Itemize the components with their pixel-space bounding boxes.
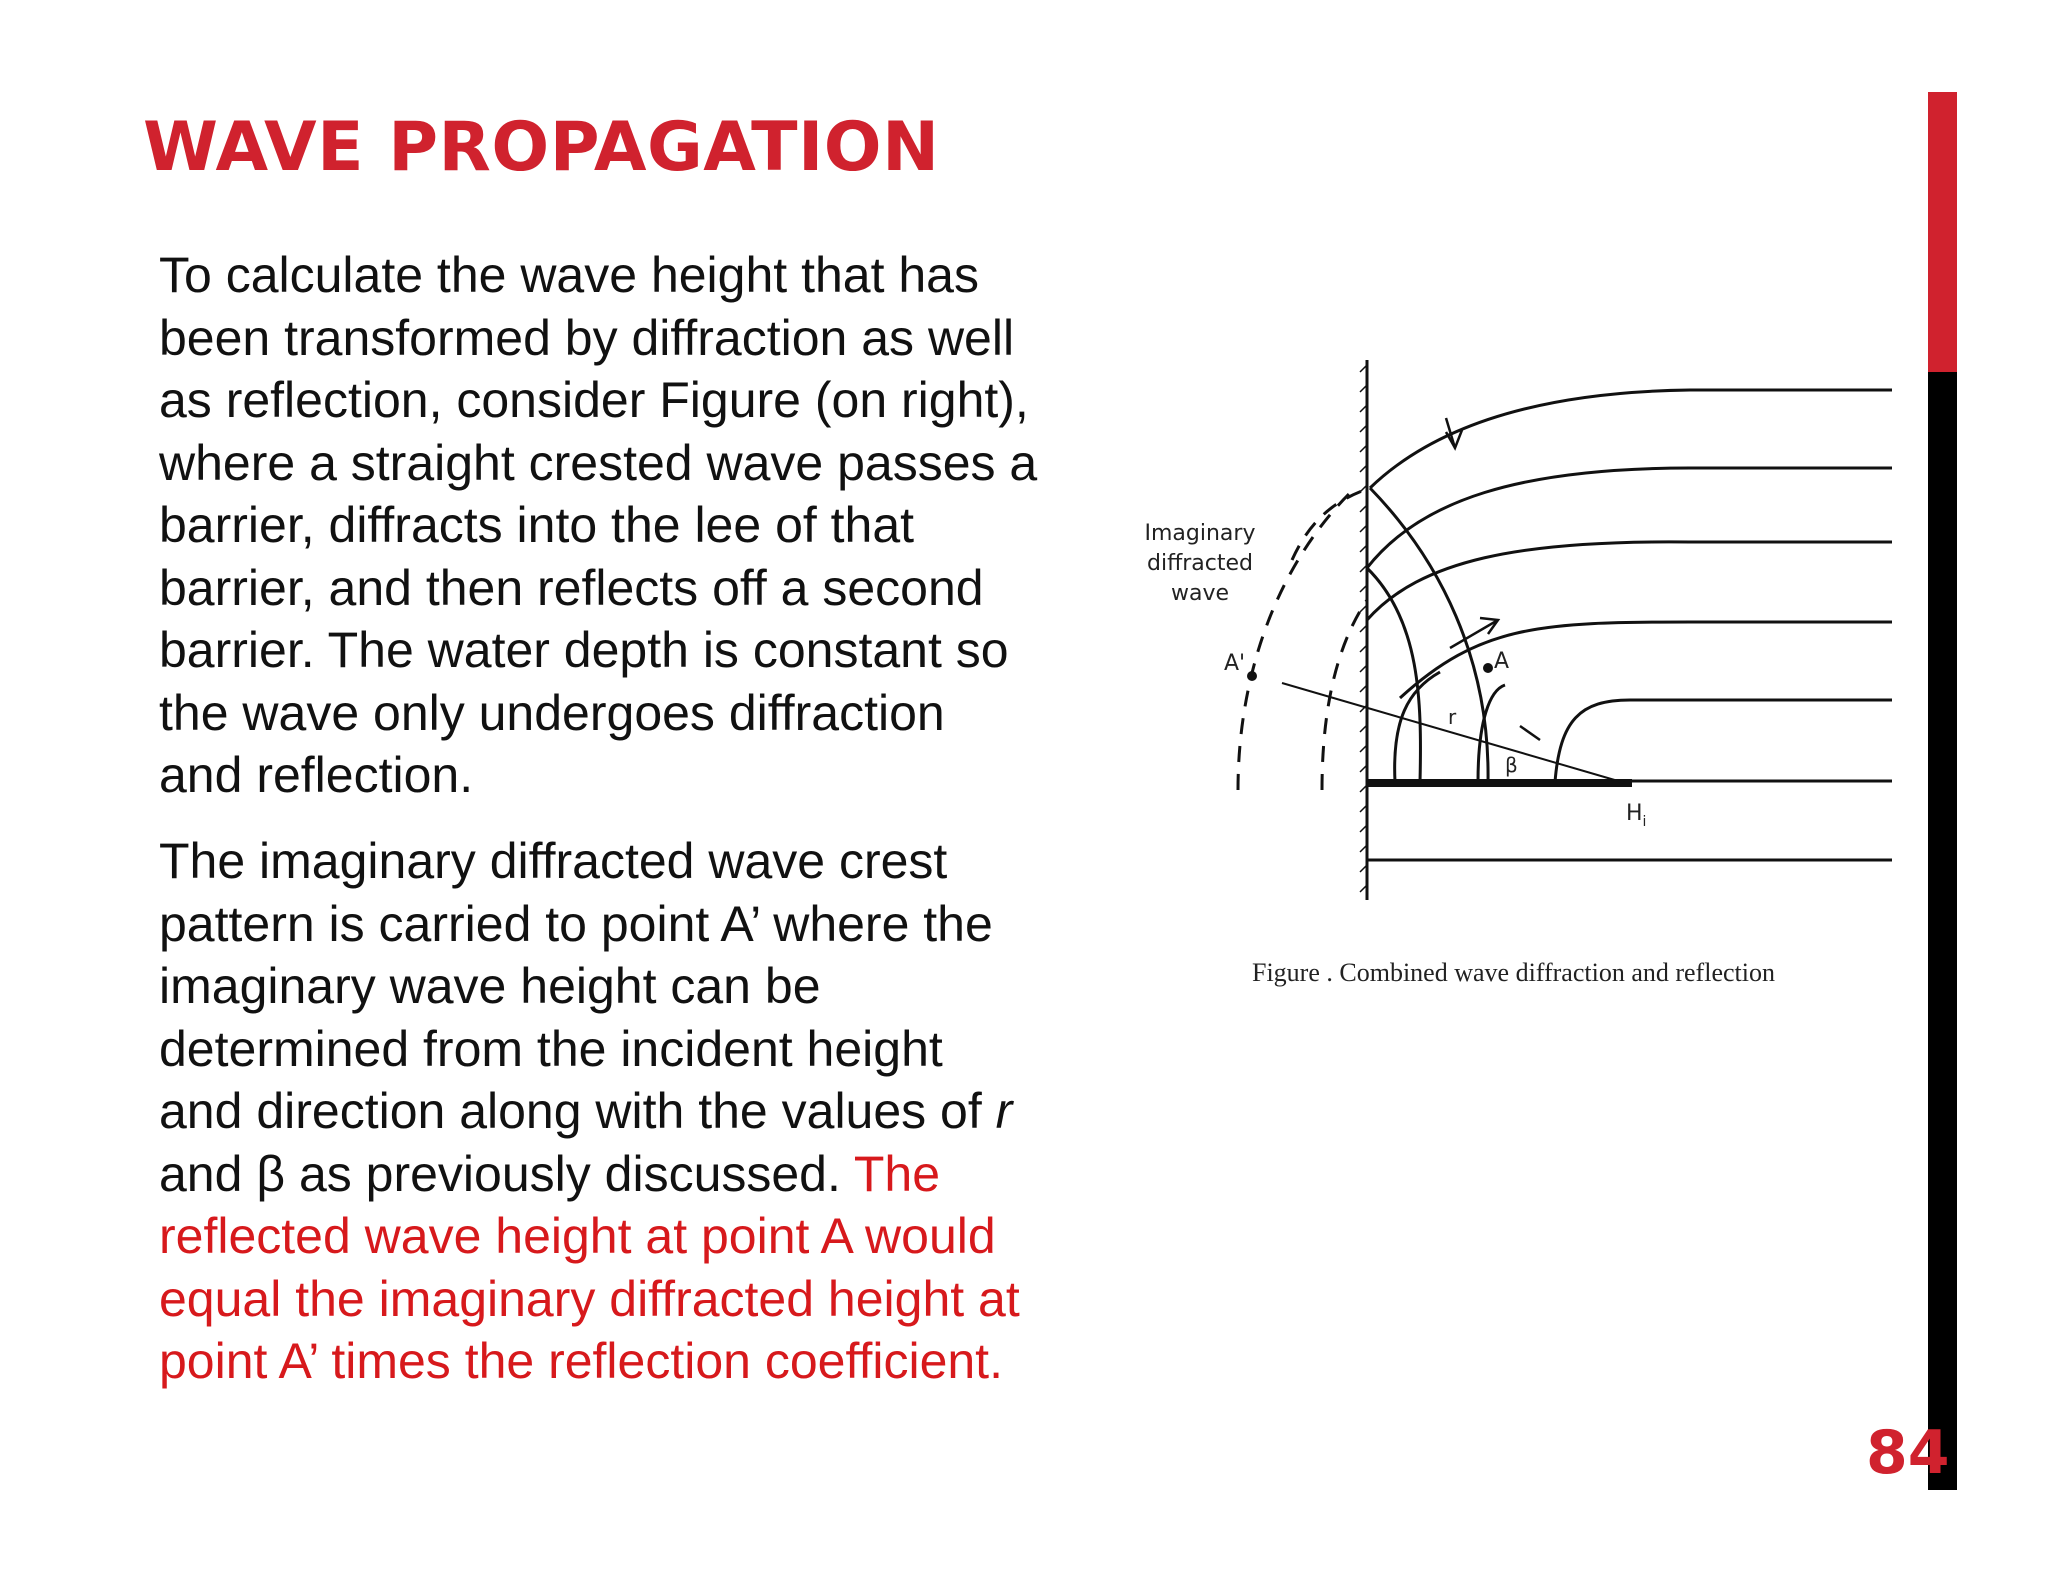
paragraph-1-line: the wave only undergoes diffraction [159,684,945,741]
paragraph-1-line: barrier. The water depth is constant so [159,622,1009,678]
point-a-prime [1247,671,1257,681]
paragraph-2-line: imaginary wave height can be [159,958,821,1014]
imaginary-label: Imaginary [1144,521,1256,546]
paragraph-2-line: pattern is carried to point A’ where the [159,895,993,952]
paragraph-1-line: barrier, diffracts into the lee of that [159,497,915,553]
paragraph-1-line: as reflection, consider Figure (on right), [159,372,1029,428]
paragraph-2-line: determined from the incident height [159,1020,943,1077]
paragraph-1-line: and reflection. [159,747,474,803]
highlight-text: The [853,1145,941,1202]
highlight-line: equal the imaginary diffracted height at [159,1270,1020,1327]
accent-bar-black [1928,372,1957,1490]
r-line [1282,683,1625,783]
paragraph-2-line: The imaginary diffracted wave crest [159,833,948,889]
point-a-label: A [1494,649,1510,674]
paragraph-1-line: been transformed by diffraction as well [159,309,1015,366]
paragraph-1-line: barrier, and then reflects off a second [159,559,984,616]
paragraph-1 [159,244,1099,807]
paragraph-2-line [159,1143,1099,1206]
paragraph-2-line [159,1080,1099,1143]
variable-r: r [995,1083,1013,1139]
imaginary-label: wave [1170,581,1230,606]
highlight-line: point A’ times the reflection coefficient. [159,1333,1003,1389]
imaginary-wave-arcs [1238,488,1370,790]
paragraph-2-text: and direction along with the values of [159,1083,996,1139]
page-number: 84 [1866,1418,1950,1488]
r-label: r [1448,705,1457,729]
highlight-line: reflected wave height at point A would [159,1208,996,1264]
point-a-prime-label: A' [1224,651,1246,676]
paragraph-1-line: To calculate the wave height that has [159,247,979,303]
reflected-wave-arcs [1367,488,1505,782]
accent-bar-red [1928,92,1957,372]
direction-arrows [1446,418,1540,740]
slide-title: WAVE PROPAGATION [143,108,940,187]
paragraph-2 [159,830,1099,1393]
beta-label: β [1505,753,1518,777]
wave-crests [1367,390,1892,860]
figure-caption: Figure . Combined wave diffraction and reflection [1252,958,1775,987]
point-a [1483,663,1493,673]
paragraph-2-text: and β as previously discussed. [159,1145,854,1202]
diffraction-reflection-figure [1120,340,1930,900]
paragraph-1-line: where a straight crested wave passes a [159,434,1038,491]
hi-label: $H_i$ [1626,801,1647,830]
imaginary-label: diffracted [1147,551,1253,576]
